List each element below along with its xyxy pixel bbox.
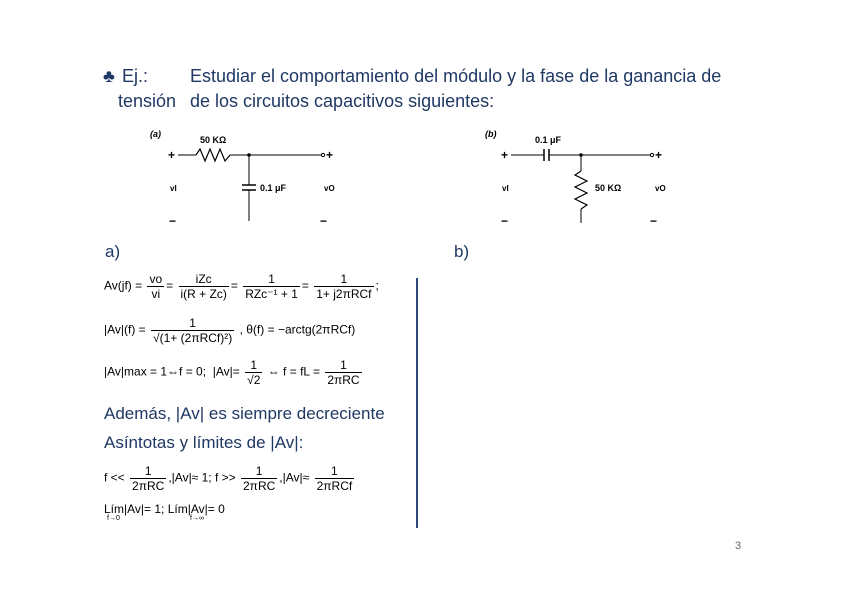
equation-limits: Lím|Av|= 1; Lím|Av|= 0 [104, 502, 225, 516]
equation-gain: Av(jf) = $\frac{vo}{vi}$ = $\frac{\text{iZc}}{i(R + Zc)}$ = $\frac{1}{\text{RZc⁻¹ + 1}}$ = $\frac{1}{\text{1+ j2πRCf}}$ ; [104, 272, 379, 301]
heading-bullet: ♣ [103, 66, 115, 86]
resistor-symbol [196, 149, 230, 161]
page-number: 3 [735, 540, 742, 552]
section-b-label: b) [454, 242, 470, 261]
circuit-b-resistor-label: 50 KΩ [595, 183, 622, 193]
statement-asymptotes: Asíntotas y límites de |Av|: [104, 433, 304, 452]
heading-label-2: tensión [118, 91, 177, 111]
heading-text-1: Estudiar el comportamiento del módulo y la fase de la ganancia de [190, 66, 722, 86]
circuit-a-tag: (a) [150, 129, 161, 139]
circuit-b-minus-in: − [501, 214, 509, 228]
circuit-a-resistor-label: 50 KΩ [200, 135, 227, 145]
circuit-a-diagram [150, 125, 350, 230]
circuit-b-minus-out: − [650, 214, 658, 228]
limit-subscript-1: f→0 [107, 515, 120, 522]
circuit-b-vi: vI [502, 184, 509, 193]
section-a-label: a) [105, 242, 121, 261]
resistor-symbol [575, 171, 587, 209]
circuit-a-vi: vI [170, 184, 177, 193]
circuit-a-minus-out: − [320, 214, 328, 228]
circuit-b-capacitor-label: 0.1 μF [535, 135, 562, 145]
equation-asymptotes: f << $\frac{1}{\text{2πRC}}$ ,|Av|≈ 1; f >> $\frac{1}{\text{2πRC}}$ ,|Av|≈ $\frac{1}{\text{2πRCf}}$ [104, 464, 353, 493]
circuit-b-vo: vO [655, 184, 666, 193]
equation-cutoff: |Av|max = 1⇔f = 0; |Av|= $\frac{1}{√2}$ ⇔ f = fL = $\frac{1}{\text{2πRC}}$ [104, 358, 360, 387]
heading-label-1: Ej.: [122, 66, 149, 86]
column-divider [416, 278, 418, 528]
circuit-a-vo: vO [324, 184, 335, 193]
circuit-b-plus-in: + [501, 148, 509, 162]
circuit-b-plus-out: + [655, 148, 663, 162]
heading-text-2: de los circuitos capacitivos siguientes: [190, 91, 495, 111]
equation-magnitude-phase: |Av|(f) = $\frac{1}{\text{√(1+ (2πRCf)²)}}$ , θ(f) = −arctg(2πRCf) [104, 316, 356, 345]
circuit-a-minus-in: − [169, 214, 177, 228]
circuit-a-capacitor-label: 0.1 μF [260, 183, 287, 193]
circuit-a-plus-in: + [168, 148, 176, 162]
circuit-b-tag: (b) [485, 129, 497, 139]
circuit-a-plus-out: + [326, 148, 334, 162]
statement-decreasing: Además, |Av| es siempre decreciente [104, 404, 385, 423]
limit-subscript-2: f→∞ [190, 515, 204, 522]
circuit-b-diagram [485, 125, 685, 230]
